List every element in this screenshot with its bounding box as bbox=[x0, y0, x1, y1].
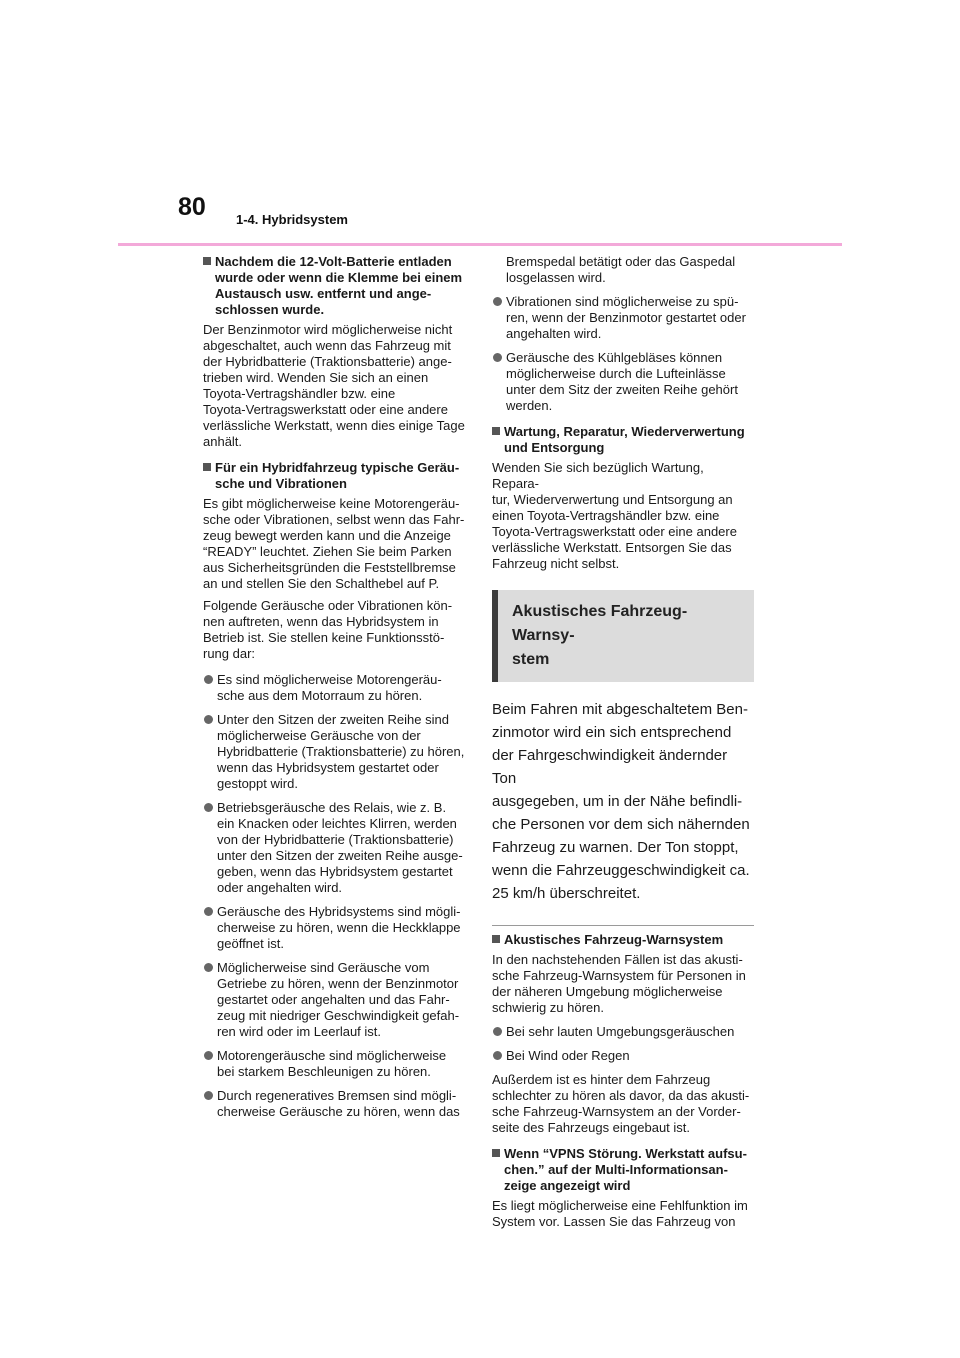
round-bullet-icon bbox=[204, 907, 213, 916]
text-line: geben, wenn das Hybridsystem gestartet bbox=[217, 864, 453, 879]
round-bullet-icon bbox=[204, 1051, 213, 1060]
heading-line: Wenn “VPNS Störung. Werkstatt aufsu- bbox=[504, 1146, 747, 1161]
paragraph-maintenance bbox=[492, 460, 754, 572]
paragraph-noises bbox=[203, 496, 465, 592]
text-line: sche Fahrzeug-Warnsystem für Personen in bbox=[492, 968, 746, 983]
heading-line: Austausch usw. entfernt und ange- bbox=[215, 286, 432, 301]
text-line: möglicherweise durch die Lufteinlässe bbox=[506, 366, 726, 381]
text-line: Betrieb ist. Sie stellen keine Funktionsstö- bbox=[203, 630, 445, 645]
paragraph-following bbox=[203, 598, 465, 662]
bullet-list-noises bbox=[203, 672, 465, 1120]
text-line: Es liegt möglicherweise eine Fehlfunktion im bbox=[492, 1198, 748, 1213]
square-bullet-icon bbox=[492, 935, 500, 943]
round-bullet-icon bbox=[493, 353, 502, 362]
text-line: losgelassen wird. bbox=[506, 270, 606, 285]
text-line: Betriebsgeräusche des Relais, wie z. B. bbox=[217, 800, 447, 815]
divider bbox=[492, 925, 754, 926]
text-line: unter dem Sitz der zweiten Reihe gehört bbox=[506, 382, 738, 397]
round-bullet-icon bbox=[204, 715, 213, 724]
text-line: Fahrzeug zu warnen. Der Ton stoppt, bbox=[492, 839, 739, 856]
header-rule bbox=[118, 243, 842, 246]
heading-noises bbox=[203, 460, 465, 492]
paragraph-vpns bbox=[492, 1198, 754, 1230]
text-line: oder angehalten wird. bbox=[217, 880, 343, 895]
text-line: Der Benzinmotor wird möglicherweise nicht bbox=[203, 322, 453, 337]
text-line: bei starkem Beschleunigen zu hören. bbox=[217, 1064, 431, 1079]
text-line: Toyota-Vertragshändler bzw. eine bbox=[203, 386, 396, 401]
text-line: rung dar: bbox=[203, 646, 256, 661]
text-line: Durch regeneratives Bremsen sind mögli- bbox=[217, 1088, 457, 1103]
banner-line: stem bbox=[512, 651, 550, 668]
paragraph-warnsystem bbox=[492, 952, 754, 1016]
round-bullet-icon bbox=[493, 297, 502, 306]
round-bullet-icon bbox=[493, 1051, 502, 1060]
text-line: Beim Fahren mit abgeschaltetem Ben- bbox=[492, 701, 748, 718]
text-line: nen auftreten, wenn das Hybridsystem in bbox=[203, 614, 439, 629]
text-line: Wenden Sie sich bezüglich Wartung, Repara- bbox=[492, 460, 704, 491]
heading-warnsystem bbox=[492, 932, 754, 948]
text-line: Bremspedal betätigt oder das Gaspedal bbox=[506, 254, 736, 269]
lead-paragraph bbox=[492, 698, 754, 905]
text-line: Bei sehr lauten Umgebungsgeräuschen bbox=[506, 1024, 735, 1039]
heading-line: Akustisches Fahrzeug-Warnsystem bbox=[504, 932, 724, 947]
section-banner bbox=[492, 590, 754, 682]
round-bullet-icon bbox=[204, 963, 213, 972]
text-line: Außerdem ist es hinter dem Fahrzeug bbox=[492, 1072, 711, 1087]
paragraph-rear bbox=[492, 1072, 754, 1136]
text-line: anhält. bbox=[203, 434, 243, 449]
text-line: Fahrzeug nicht selbst. bbox=[492, 556, 620, 571]
text-line: aus Sicherheitsgründen die Feststellbremse bbox=[203, 560, 456, 575]
list-item bbox=[203, 712, 465, 792]
list-item bbox=[203, 1088, 465, 1120]
section-title: 1-4. Hybridsystem bbox=[236, 212, 348, 227]
square-bullet-icon bbox=[203, 257, 211, 265]
text-line: zinmotor wird ein sich entsprechend bbox=[492, 724, 732, 741]
text-line: sche aus dem Motorraum zu hören. bbox=[217, 688, 423, 703]
text-line: schwierig zu hören. bbox=[492, 1000, 604, 1015]
text-line: ren wird oder im Leerlauf ist. bbox=[217, 1024, 382, 1039]
square-bullet-icon bbox=[203, 463, 211, 471]
text-line: einen Toyota-Vertragshändler bzw. eine bbox=[492, 508, 720, 523]
heading-line: Nachdem die 12-Volt-Batterie entladen bbox=[215, 254, 452, 269]
text-line: Toyota-Vertragswerkstatt oder eine andere bbox=[203, 402, 448, 417]
text-line: che Personen vor dem sich nähernden bbox=[492, 816, 750, 833]
heading-line: wurde oder wenn die Klemme bei einem bbox=[215, 270, 463, 285]
text-line: System vor. Lassen Sie das Fahrzeug von bbox=[492, 1214, 736, 1229]
text-line: Folgende Geräusche oder Vibrationen kön- bbox=[203, 598, 453, 613]
text-line: Getriebe zu hören, wenn der Benzinmotor bbox=[217, 976, 459, 991]
heading-line: schlossen wurde. bbox=[215, 302, 325, 317]
bullet-continuation bbox=[492, 254, 754, 286]
text-line: Geräusche des Kühlgebläses können bbox=[506, 350, 723, 365]
text-line: Bei Wind oder Regen bbox=[506, 1048, 630, 1063]
text-line: cherweise Geräusche zu hören, wenn das bbox=[217, 1104, 460, 1119]
list-item bbox=[492, 1048, 754, 1064]
text-line: ren, wenn der Benzinmotor gestartet oder bbox=[506, 310, 746, 325]
text-line: sche Fahrzeug-Warnsystem an der Vorder- bbox=[492, 1104, 741, 1119]
text-line: der Fahrgeschwindigkeit ändernder Ton bbox=[492, 747, 728, 787]
round-bullet-icon bbox=[204, 803, 213, 812]
text-line: Es gibt möglicherweise keine Motorengeräu- bbox=[203, 496, 460, 511]
text-line: ausgegeben, um in der Nähe befindli- bbox=[492, 793, 743, 810]
text-line: angehalten wird. bbox=[506, 326, 602, 341]
text-line: sche oder Vibrationen, selbst wenn das Fahr- bbox=[203, 512, 465, 527]
left-column bbox=[203, 254, 465, 1128]
text-line: verlässliche Werkstatt. Entsorgen Sie das bbox=[492, 540, 732, 555]
text-line: Toyota-Vertragswerkstatt oder eine andere bbox=[492, 524, 737, 539]
text-line: unter den Sitzen der zweiten Reihe ausge- bbox=[217, 848, 463, 863]
right-column bbox=[492, 254, 754, 1236]
heading-battery bbox=[203, 254, 465, 318]
text-line: wenn die Fahrzeuggeschwindigkeit ca. bbox=[492, 862, 750, 879]
heading-maintenance bbox=[492, 424, 754, 456]
round-bullet-icon bbox=[204, 675, 213, 684]
text-line: Motorengeräusche sind möglicherweise bbox=[217, 1048, 447, 1063]
text-line: Vibrationen sind möglicherweise zu spü- bbox=[506, 294, 739, 309]
text-line: Möglicherweise sind Geräusche vom bbox=[217, 960, 430, 975]
text-line: tur, Wiederverwertung und Entsorgung an bbox=[492, 492, 733, 507]
text-line: von der Hybridbatterie (Traktionsbatterie) bbox=[217, 832, 454, 847]
text-line: zeug mit niedriger Geschwindigkeit gefah- bbox=[217, 1008, 460, 1023]
list-item bbox=[203, 800, 465, 896]
list-item bbox=[203, 960, 465, 1040]
text-line: Es sind möglicherweise Motorengeräu- bbox=[217, 672, 442, 687]
heading-line: Für ein Hybridfahrzeug typische Geräu- bbox=[215, 460, 460, 475]
heading-line: zeige angezeigt wird bbox=[504, 1178, 631, 1193]
heading-vpns bbox=[492, 1146, 754, 1194]
heading-line: Wartung, Reparatur, Wiederverwertung bbox=[504, 424, 745, 439]
text-line: schlechter zu hören als davor, da das akusti- bbox=[492, 1088, 750, 1103]
text-line: gestoppt wird. bbox=[217, 776, 298, 791]
text-line: der näheren Umgebung möglicherweise bbox=[492, 984, 723, 999]
text-line: 25 km/h überschreitet. bbox=[492, 885, 641, 902]
list-item bbox=[203, 904, 465, 952]
list-item bbox=[492, 1024, 754, 1040]
text-line: abgeschaltet, auch wenn das Fahrzeug mit bbox=[203, 338, 451, 353]
text-line: zeug bewegt werden kann und die Anzeige bbox=[203, 528, 451, 543]
text-line: Unter den Sitzen der zweiten Reihe sind bbox=[217, 712, 449, 727]
banner-line: Akustisches Fahrzeug-Warnsy- bbox=[512, 603, 688, 644]
list-item bbox=[492, 294, 754, 342]
text-line: “READY” leuchtet. Ziehen Sie beim Parken bbox=[203, 544, 452, 559]
heading-line: und Entsorgung bbox=[504, 440, 605, 455]
text-line: gestartet oder angehalten und das Fahr- bbox=[217, 992, 450, 1007]
text-line: der Hybridbatterie (Traktionsbatterie) ange- bbox=[203, 354, 452, 369]
page-number: 80 bbox=[178, 193, 206, 221]
heading-line: sche und Vibrationen bbox=[215, 476, 347, 491]
list-item bbox=[203, 1048, 465, 1080]
text-line: wenn das Hybridsystem gestartet oder bbox=[217, 760, 439, 775]
text-line: seite des Fahrzeugs eingebaut ist. bbox=[492, 1120, 691, 1135]
text-line: werden. bbox=[506, 398, 553, 413]
paragraph-battery bbox=[203, 322, 465, 450]
text-line: ein Knacken oder leichtes Klirren, werden bbox=[217, 816, 457, 831]
text-line: cherweise zu hören, wenn die Heckklappe bbox=[217, 920, 461, 935]
square-bullet-icon bbox=[492, 427, 500, 435]
text-line: Hybridbatterie (Traktionsbatterie) zu hören, bbox=[217, 744, 465, 759]
text-line: Geräusche des Hybridsystems sind mögli- bbox=[217, 904, 461, 919]
text-line: In den nachstehenden Fällen ist das akusti- bbox=[492, 952, 743, 967]
heading-line: chen.” auf der Multi-Informationsan- bbox=[504, 1162, 728, 1177]
text-line: trieben wird. Wenden Sie sich an einen bbox=[203, 370, 429, 385]
text-line: möglicherweise Geräusche von der bbox=[217, 728, 421, 743]
list-item bbox=[203, 672, 465, 704]
square-bullet-icon bbox=[492, 1149, 500, 1157]
text-line: verlässliche Werkstatt, wenn dies einige Tage bbox=[203, 418, 465, 433]
round-bullet-icon bbox=[204, 1091, 213, 1100]
text-line: an und stellen Sie den Schalthebel auf P. bbox=[203, 576, 440, 591]
round-bullet-icon bbox=[493, 1027, 502, 1036]
text-line: geöffnet ist. bbox=[217, 936, 284, 951]
list-item bbox=[492, 350, 754, 414]
